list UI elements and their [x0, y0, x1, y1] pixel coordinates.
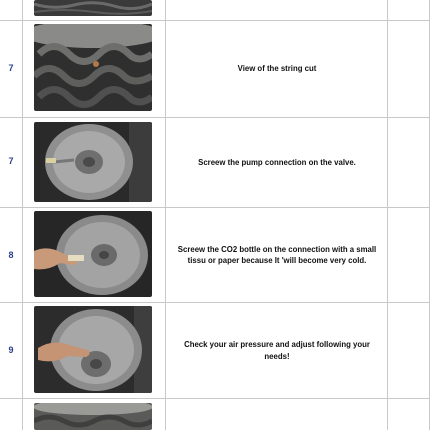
step-description: View of the string cut — [237, 64, 317, 74]
grid-line — [0, 398, 430, 399]
step-description: Screew the pump connection on the valve. — [198, 157, 356, 167]
grid-line — [165, 0, 166, 430]
tire-tread-photo — [34, 24, 152, 111]
hand-co2-photo — [34, 211, 152, 297]
grid-line — [387, 0, 388, 430]
tire-tread-photo — [34, 0, 152, 16]
step-number: 7 — [8, 63, 14, 73]
step-number: 8 — [8, 250, 14, 260]
step-description: Screew the CO2 bottle on the connection with a small tissu or paper because It 'will become very cold. — [177, 244, 377, 265]
step-number: 7 — [8, 156, 14, 166]
tire-tread-photo — [34, 403, 152, 430]
step-number: 9 — [8, 345, 14, 355]
hand-gauge-photo — [34, 306, 152, 393]
grid-line — [22, 0, 23, 430]
rim-valve-photo — [34, 122, 152, 202]
step-description: Check your air pressure and adjust following your needs! — [184, 340, 370, 361]
